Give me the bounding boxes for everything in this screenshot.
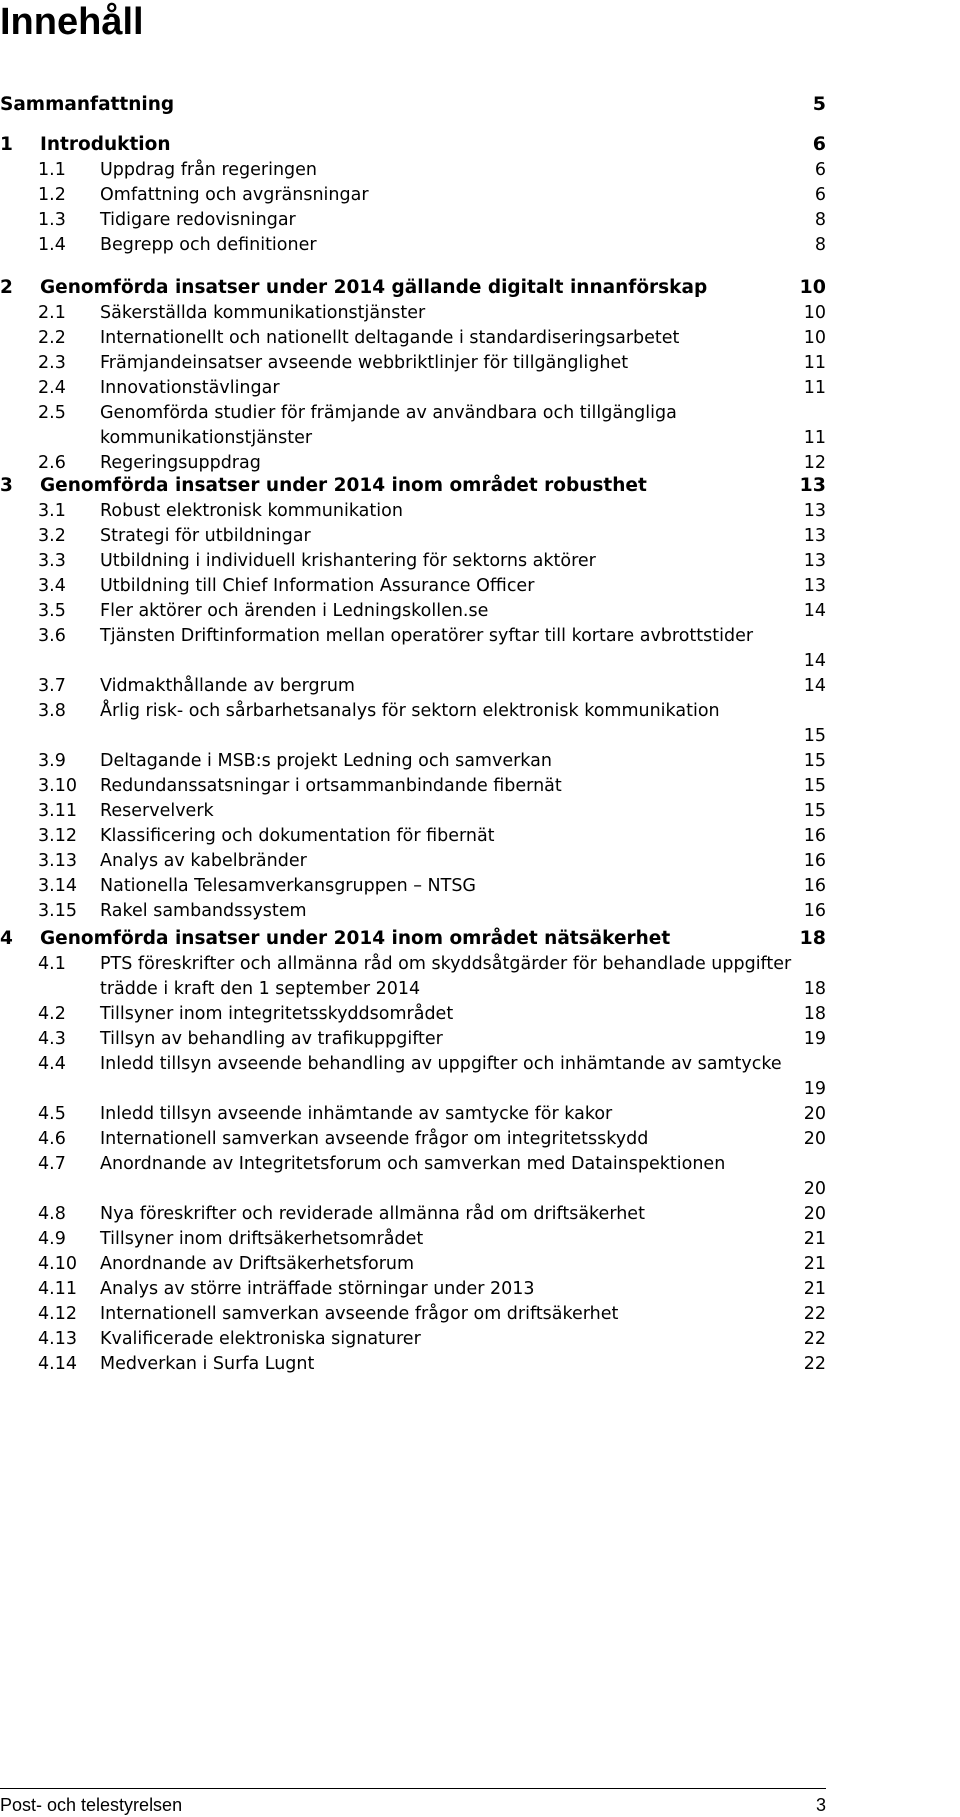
toc-item-text: Strategi för utbildningar — [100, 526, 311, 546]
toc-item-page: 10 — [803, 303, 826, 323]
toc-item-text: Reservelverk — [100, 801, 214, 821]
toc-item-number: 3.13 — [38, 851, 77, 871]
toc-item-text: Anordnande av Integritetsforum och samverkan med Datainspektionen — [100, 1154, 726, 1174]
toc-item[interactable] — [0, 799, 960, 824]
toc-item-number: 4.6 — [38, 1129, 66, 1149]
toc-item-page: 21 — [803, 1229, 826, 1249]
toc-item-page: 11 — [803, 428, 826, 448]
toc-item-number: 4.12 — [38, 1304, 77, 1324]
toc-item[interactable] — [0, 624, 960, 674]
toc-item-number: 4.1 — [38, 954, 66, 974]
toc-item-number: 4.5 — [38, 1104, 66, 1124]
toc-item[interactable] — [0, 351, 960, 376]
toc-item[interactable] — [0, 849, 960, 874]
toc-item[interactable] — [0, 899, 960, 924]
toc-item-number: 4.9 — [38, 1229, 66, 1249]
toc-item-number: 3.12 — [38, 826, 77, 846]
toc-section-number: 3 — [0, 475, 13, 496]
toc-item[interactable] — [0, 1252, 960, 1277]
toc-item-page: 12 — [803, 453, 826, 473]
toc-item-number: 4.8 — [38, 1204, 66, 1224]
toc-item-number: 2.1 — [38, 303, 66, 323]
toc-item-text: Innovationstävlingar — [100, 378, 280, 398]
toc-item[interactable] — [0, 208, 960, 233]
toc-item-text: Tidigare redovisningar — [100, 210, 296, 230]
toc-item-page: 15 — [803, 801, 826, 821]
footer-publisher: Post- och telestyrelsen — [0, 1795, 183, 1815]
toc-item[interactable] — [0, 749, 960, 774]
toc-item[interactable] — [0, 1202, 960, 1227]
toc-section-page: 18 — [799, 927, 826, 949]
toc-item-number: 3.6 — [38, 626, 66, 646]
toc-item[interactable] — [0, 674, 960, 699]
toc-entry-summary[interactable] — [0, 92, 960, 118]
toc-item[interactable] — [0, 824, 960, 849]
toc-item-number: 3.5 — [38, 601, 66, 621]
toc-item-text: Robust elektronisk kommunikation — [100, 501, 403, 521]
toc-item[interactable] — [0, 158, 960, 183]
footer-divider — [0, 1788, 826, 1789]
toc-item[interactable] — [0, 183, 960, 208]
toc-item[interactable] — [0, 499, 960, 524]
toc-item-text: Begrepp och definitioner — [100, 235, 317, 255]
toc-item-text: Utbildning i individuell krishantering för sektorns aktörer — [100, 551, 596, 571]
toc-item-page: 18 — [803, 979, 826, 999]
toc-item-page: 10 — [803, 328, 826, 348]
table-of-contents — [0, 80, 960, 1374]
toc-item[interactable] — [0, 574, 960, 599]
toc-item[interactable] — [0, 1352, 960, 1377]
toc-item-number: 4.4 — [38, 1054, 66, 1074]
toc-item-text: Internationell samverkan avseende frågor om driftsäkerhet — [100, 1304, 619, 1324]
toc-item-text: Genomförda studier för främjande av användbara och tillgängliga kommunikationstjänster — [100, 403, 677, 448]
toc-item-page: 13 — [803, 501, 826, 521]
toc-item-page: 13 — [803, 526, 826, 546]
toc-item-page: 20 — [803, 1179, 826, 1199]
toc-item[interactable] — [0, 1227, 960, 1252]
toc-item-text: Främjandeinsatser avseende webbriktlinjer för tillgänglighet — [100, 353, 629, 373]
toc-item-text: Nya föreskrifter och reviderade allmänna råd om driftsäkerhet — [100, 1204, 645, 1224]
toc-item-page: 14 — [803, 676, 826, 696]
toc-section-page: 13 — [799, 474, 826, 496]
toc-item[interactable] — [0, 1027, 960, 1052]
toc-item-page: 16 — [803, 851, 826, 871]
toc-item-number: 3.15 — [38, 901, 77, 921]
toc-item-page: 6 — [814, 185, 826, 205]
toc-section-3 — [0, 473, 960, 924]
toc-section-2 — [0, 275, 960, 476]
toc-item-page: 14 — [803, 651, 826, 671]
toc-item-number: 3.11 — [38, 801, 77, 821]
toc-item-page: 20 — [803, 1129, 826, 1149]
toc-item-page: 8 — [814, 235, 826, 255]
toc-item-page: 6 — [814, 160, 826, 180]
toc-section-title: Genomförda insatser under 2014 inom området robusthet — [40, 475, 647, 496]
toc-item-text: Säkerställda kommunikationstjänster — [100, 303, 426, 323]
toc-item-page: 11 — [803, 353, 826, 373]
toc-item-page: 20 — [803, 1204, 826, 1224]
toc-item-number: 4.13 — [38, 1329, 77, 1349]
toc-item-text: Rakel sambandssystem — [100, 901, 307, 921]
toc-item-text: Internationell samverkan avseende frågor om integritetsskydd — [100, 1129, 649, 1149]
toc-item-page: 22 — [803, 1354, 826, 1374]
toc-item[interactable] — [0, 524, 960, 549]
toc-item-text: Tillsyner inom integritetsskyddsområdet — [100, 1004, 454, 1024]
toc-item-page: 22 — [803, 1329, 826, 1349]
toc-section-page: 10 — [799, 276, 826, 298]
toc-item-number: 2.5 — [38, 403, 66, 423]
toc-item-number: 4.10 — [38, 1254, 77, 1274]
toc-item-page: 11 — [803, 378, 826, 398]
toc-item[interactable] — [0, 549, 960, 574]
toc-entry-label: Sammanfattning — [0, 94, 175, 115]
toc-item-number: 3.14 — [38, 876, 77, 896]
toc-item-page: 15 — [803, 726, 826, 746]
toc-section-number: 1 — [0, 134, 13, 155]
toc-item-page: 13 — [803, 576, 826, 596]
toc-item-page: 14 — [803, 601, 826, 621]
page-title: Innehåll — [0, 1, 144, 43]
toc-item-text: Deltagande i MSB:s projekt Ledning och samverkan — [100, 751, 552, 771]
toc-item-page: 15 — [803, 751, 826, 771]
toc-item-text: PTS föreskrifter och allmänna råd om skyddsåtgärder för behandlade uppgifter trädde i kraft den 1 september 2014 — [100, 954, 792, 999]
toc-section-title: Genomförda insatser under 2014 gällande digitalt innanförskap — [40, 277, 708, 298]
toc-item[interactable] — [0, 952, 960, 1002]
toc-item[interactable] — [0, 774, 960, 799]
toc-item-number: 4.7 — [38, 1154, 66, 1174]
toc-item-number: 1.1 — [38, 160, 66, 180]
toc-item-number: 3.2 — [38, 526, 66, 546]
toc-item[interactable] — [0, 1052, 960, 1102]
toc-item-number: 3.4 — [38, 576, 66, 596]
toc-item-number: 3.8 — [38, 701, 66, 721]
toc-item-page: 21 — [803, 1254, 826, 1274]
toc-section-heading[interactable] — [0, 132, 960, 158]
toc-item-number: 3.1 — [38, 501, 66, 521]
toc-item-page: 16 — [803, 901, 826, 921]
toc-item-text: Klassificering och dokumentation för fibernät — [100, 826, 495, 846]
toc-item-text: Medverkan i Surfa Lugnt — [100, 1354, 315, 1374]
toc-item-number: 1.2 — [38, 185, 66, 205]
toc-item-number: 4.2 — [38, 1004, 66, 1024]
footer-page-number: 3 — [815, 1795, 826, 1815]
toc-item-page: 19 — [803, 1029, 826, 1049]
toc-item[interactable] — [0, 1302, 960, 1327]
toc-item[interactable] — [0, 1002, 960, 1027]
toc-item[interactable] — [0, 1327, 960, 1352]
toc-item-text: Omfattning och avgränsningar — [100, 185, 369, 205]
toc-item-number: 3.7 — [38, 676, 66, 696]
toc-item[interactable] — [0, 233, 960, 258]
toc-item-text: Redundanssatsningar i ortsammanbindande fibernät — [100, 776, 562, 796]
toc-item-page: 8 — [814, 210, 826, 230]
toc-section-heading[interactable] — [0, 926, 960, 952]
toc-item-number: 2.6 — [38, 453, 66, 473]
toc-item-number: 2.2 — [38, 328, 66, 348]
toc-item[interactable] — [0, 874, 960, 899]
toc-item-number: 3.9 — [38, 751, 66, 771]
toc-section-4 — [0, 926, 960, 1377]
toc-item-text: Tillsyn av behandling av trafikuppgifter — [100, 1029, 443, 1049]
toc-item-text: Internationellt och nationellt deltagande i standardiseringsarbetet — [100, 328, 680, 348]
toc-item-page: 22 — [803, 1304, 826, 1324]
toc-section-1 — [0, 132, 960, 258]
toc-item-text: Nationella Telesamverkansgruppen – NTSG — [100, 876, 476, 896]
toc-item-text: Fler aktörer och ärenden i Ledningskollen.se — [100, 601, 489, 621]
toc-entry-page: 5 — [812, 93, 826, 115]
toc-item-text: Årlig risk- och sårbarhetsanalys för sektorn elektronisk kommunikation — [100, 701, 720, 721]
toc-item-number: 4.11 — [38, 1279, 77, 1299]
toc-item-page: 16 — [803, 826, 826, 846]
toc-item-text: Tillsyner inom driftsäkerhetsområdet — [100, 1229, 424, 1249]
toc-item-page: 16 — [803, 876, 826, 896]
toc-item-text: Regeringsuppdrag — [100, 453, 261, 473]
toc-section-number: 4 — [0, 928, 13, 949]
toc-item[interactable] — [0, 599, 960, 624]
toc-section-number: 2 — [0, 277, 13, 298]
toc-item-page: 21 — [803, 1279, 826, 1299]
toc-item-page: 19 — [803, 1079, 826, 1099]
toc-item-page: 15 — [803, 776, 826, 796]
toc-item-number: 1.3 — [38, 210, 66, 230]
toc-item[interactable] — [0, 1277, 960, 1302]
toc-item-number: 1.4 — [38, 235, 66, 255]
toc-item-text: Kvalificerade elektroniska signaturer — [100, 1329, 421, 1349]
toc-item[interactable] — [0, 301, 960, 326]
toc-item-number: 3.10 — [38, 776, 77, 796]
toc-item-text: Uppdrag från regeringen — [100, 160, 318, 180]
toc-section-heading[interactable] — [0, 473, 960, 499]
toc-item-number: 4.14 — [38, 1354, 77, 1374]
toc-item-text: Analys av kabelbränder — [100, 851, 307, 871]
toc-item-number: 2.4 — [38, 378, 66, 398]
toc-section-page: 6 — [812, 133, 826, 155]
toc-item-text: Tjänsten Driftinformation mellan operatörer syftar till kortare avbrottstider — [100, 626, 754, 646]
toc-item[interactable] — [0, 699, 960, 749]
toc-section-title: Introduktion — [40, 134, 171, 155]
toc-section-title: Genomförda insatser under 2014 inom området nätsäkerhet — [40, 928, 671, 949]
toc-item-page: 18 — [803, 1004, 826, 1024]
toc-item[interactable] — [0, 326, 960, 351]
toc-item-number: 2.3 — [38, 353, 66, 373]
toc-section-heading[interactable] — [0, 275, 960, 301]
toc-item[interactable] — [0, 401, 960, 451]
toc-item[interactable] — [0, 1127, 960, 1152]
toc-item-page: 20 — [803, 1104, 826, 1124]
toc-item[interactable] — [0, 1102, 960, 1127]
toc-item-text: Vidmakthållande av bergrum — [100, 676, 355, 696]
toc-item-text: Inledd tillsyn avseende inhämtande av samtycke för kakor — [100, 1104, 613, 1124]
toc-item-text: Analys av större inträffade störningar under 2013 — [100, 1279, 535, 1299]
toc-item-text: Inledd tillsyn avseende behandling av uppgifter och inhämtande av samtycke — [100, 1054, 782, 1074]
toc-item-text: Anordnande av Driftsäkerhetsforum — [100, 1254, 415, 1274]
toc-item-number: 3.3 — [38, 551, 66, 571]
toc-item[interactable] — [0, 376, 960, 401]
toc-item-text: Utbildning till Chief Information Assurance Officer — [100, 576, 535, 596]
toc-item-page: 13 — [803, 551, 826, 571]
toc-item[interactable] — [0, 1152, 960, 1202]
toc-item-number: 4.3 — [38, 1029, 66, 1049]
